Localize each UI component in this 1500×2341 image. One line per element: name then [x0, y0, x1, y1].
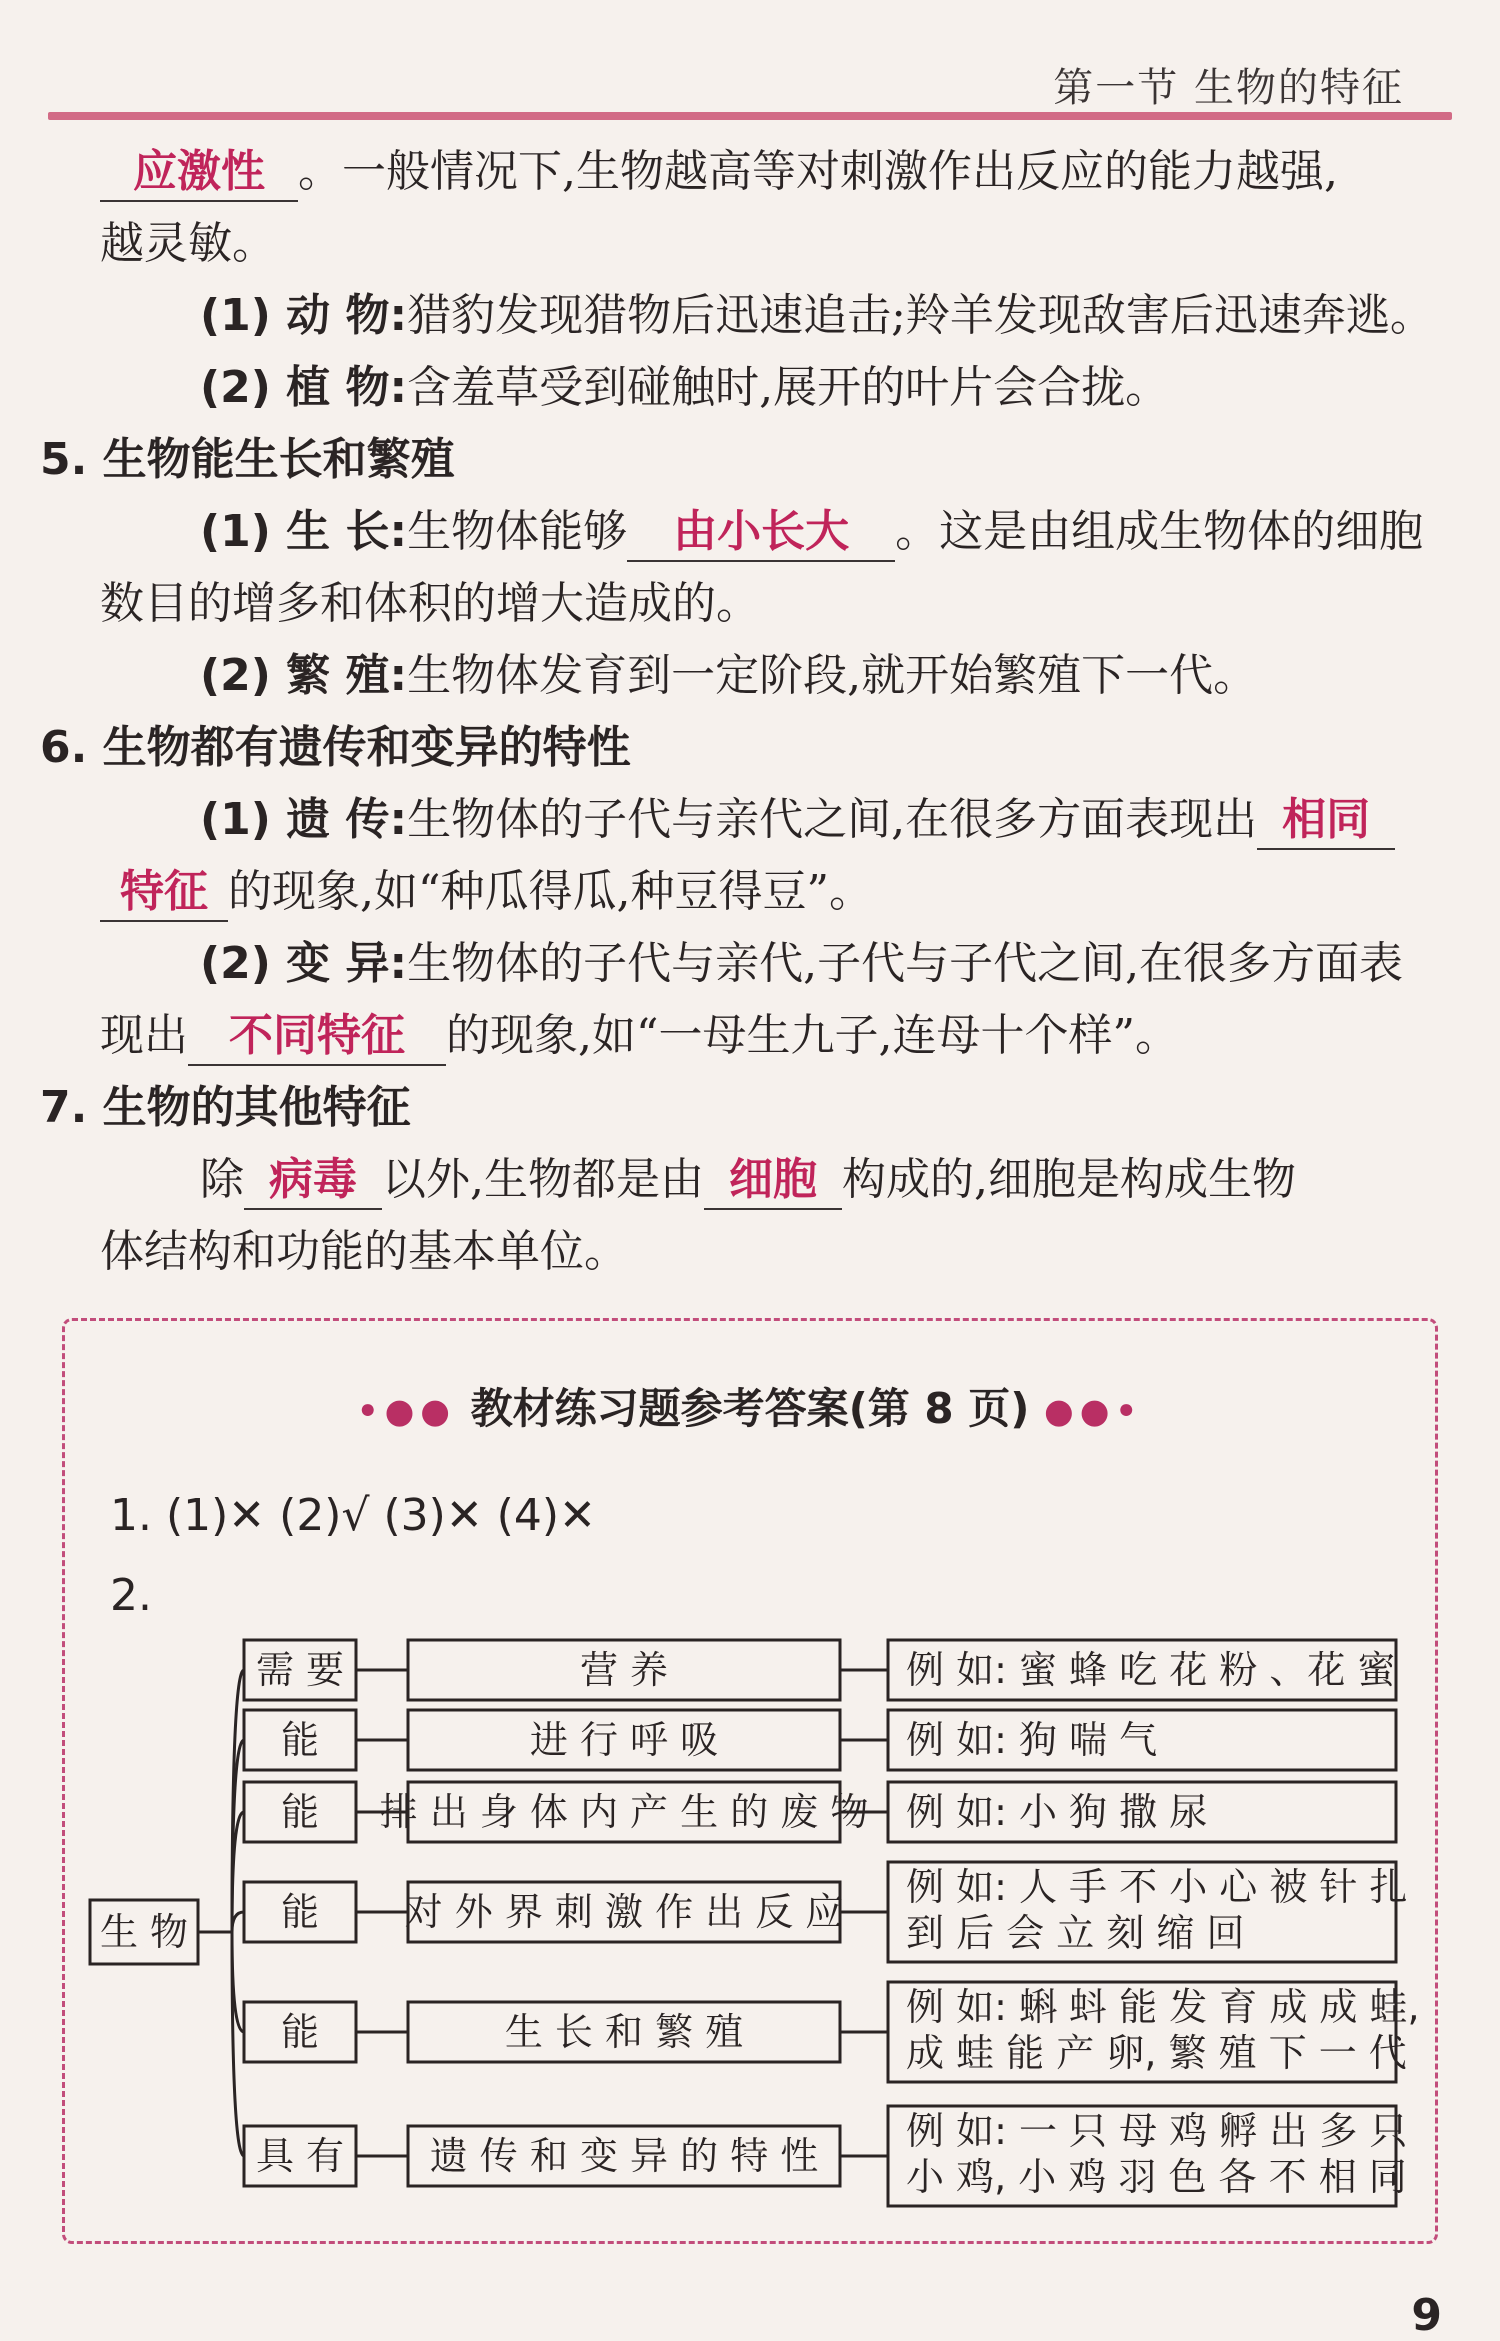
example-text: 小 鸡, 小 鸡 羽 色 各 不 相 同 [906, 2155, 1407, 2199]
header-rule [48, 112, 1452, 120]
example-text: 例 如: 小 狗 撒 尿 [906, 1790, 1208, 1834]
example-text: 例 如: 一 只 母 鸡 孵 出 多 只 [906, 2109, 1408, 2153]
example-text: 例 如: 狗 喘 气 [906, 1718, 1158, 1762]
page-number: 9 [1411, 2290, 1442, 2341]
section4-line1: 应激性 。一般情况下,生物越高等对刺激作出反应的能力越强, [100, 136, 1440, 208]
section5-heading: 5. 生物能生长和繁殖 [40, 434, 455, 485]
answer-box [62, 1318, 1438, 2244]
page-header-title: 第一节 生物的特征 [1053, 65, 1404, 111]
section7-line1: 除 病毒 以外,生物都是由 细胞 构成的,细胞是构成生物 [200, 1144, 1440, 1216]
blank-answer: 由小长大 [627, 504, 895, 562]
blank-answer: 特征 [100, 864, 228, 922]
verb-label: 能 [280, 1890, 320, 1934]
verb-label: 能 [280, 1790, 320, 1834]
verb-label: 需 要 [255, 1648, 345, 1692]
example-text: 成 蛙 能 产 卵, 繁 殖 下 一 代 [906, 2031, 1407, 2075]
section7-line2: 体结构和功能的基本单位。 [100, 1226, 628, 1277]
decor-dots-right: ●●• [1044, 1391, 1144, 1432]
feature-label: 对 外 界 刺 激 作 出 反 应 [404, 1890, 844, 1934]
verb-label: 具 有 [255, 2134, 345, 2178]
example-text: 例 如: 蜜 蜂 吃 花 粉 、花 蜜 [906, 1648, 1396, 1692]
page-header [48, 0, 1452, 120]
feature-label: 遗 传 和 变 异 的 特 性 [429, 2134, 819, 2178]
answer-q1: 1. (1)✕ (2)√ (3)✕ (4)✕ [110, 1490, 596, 1541]
feature-label: 排 出 身 体 内 产 生 的 废 物 [379, 1790, 869, 1834]
example-text: 到 后 会 立 刻 缩 回 [906, 1911, 1245, 1955]
feature-label: 进 行 呼 吸 [529, 1718, 719, 1762]
section6-heading: 6. 生物都有遗传和变异的特性 [40, 722, 631, 773]
blank-answer: 相同 [1257, 792, 1395, 850]
feature-label: 生 长 和 繁 殖 [504, 2010, 744, 2054]
decor-dots-left: •●● [356, 1391, 456, 1432]
answer-q2-label: 2. [110, 1570, 152, 1621]
section5-growth-line2: 数目的增多和体积的增大造成的。 [100, 578, 760, 629]
section7-heading: 7. 生物的其他特征 [40, 1082, 411, 1133]
section6-variation: (2) 变 异:生物体的子代与亲代,子代与子代之间,在很多方面表 [200, 938, 1404, 989]
section6-heredity-line2: 特征 的现象,如“种瓜得瓜,种豆得豆”。 [100, 856, 1440, 928]
blank-answer: 应激性 [100, 144, 298, 202]
blank-answer: 不同特征 [188, 1008, 446, 1066]
section6-variation-line2: 现出 不同特征 的现象,如“一母生九子,连母十个样”。 [100, 1000, 1440, 1072]
blank-answer: 细胞 [704, 1152, 842, 1210]
section6-heredity: (1) 遗 传:生物体的子代与亲代之间,在很多方面表现出 相同 [200, 784, 1440, 856]
section5-repro: (2) 繁 殖:生物体发育到一定阶段,就开始繁殖下一代。 [200, 650, 1258, 701]
blank-answer: 病毒 [244, 1152, 382, 1210]
feature-label: 营 养 [579, 1648, 669, 1692]
verb-label: 能 [280, 2010, 320, 2054]
example-text: 例 如: 人 手 不 小 心 被 针 扎 [906, 1865, 1408, 1909]
section4-line2: 越灵敏。 [100, 218, 276, 269]
verb-label: 能 [280, 1718, 320, 1762]
section5-growth: (1) 生 长:生物体能够 由小长大 。这是由组成生物体的细胞 [200, 496, 1440, 568]
root-label: 生 物 [99, 1910, 189, 1954]
section4-animal: (1) 动 物:猎豹发现猎物后迅速追击;羚羊发现敌害后迅速奔逃。 [200, 290, 1434, 341]
section4-plant: (2) 植 物:含羞草受到碰触时,展开的叶片会合拢。 [200, 362, 1170, 413]
example-text: 例 如: 蝌 蚪 能 发 育 成 成 蛙, [906, 1985, 1420, 2029]
answer-box-title: •●● 教材练习题参考答案(第 8 页) ●●• [356, 1384, 1144, 1433]
